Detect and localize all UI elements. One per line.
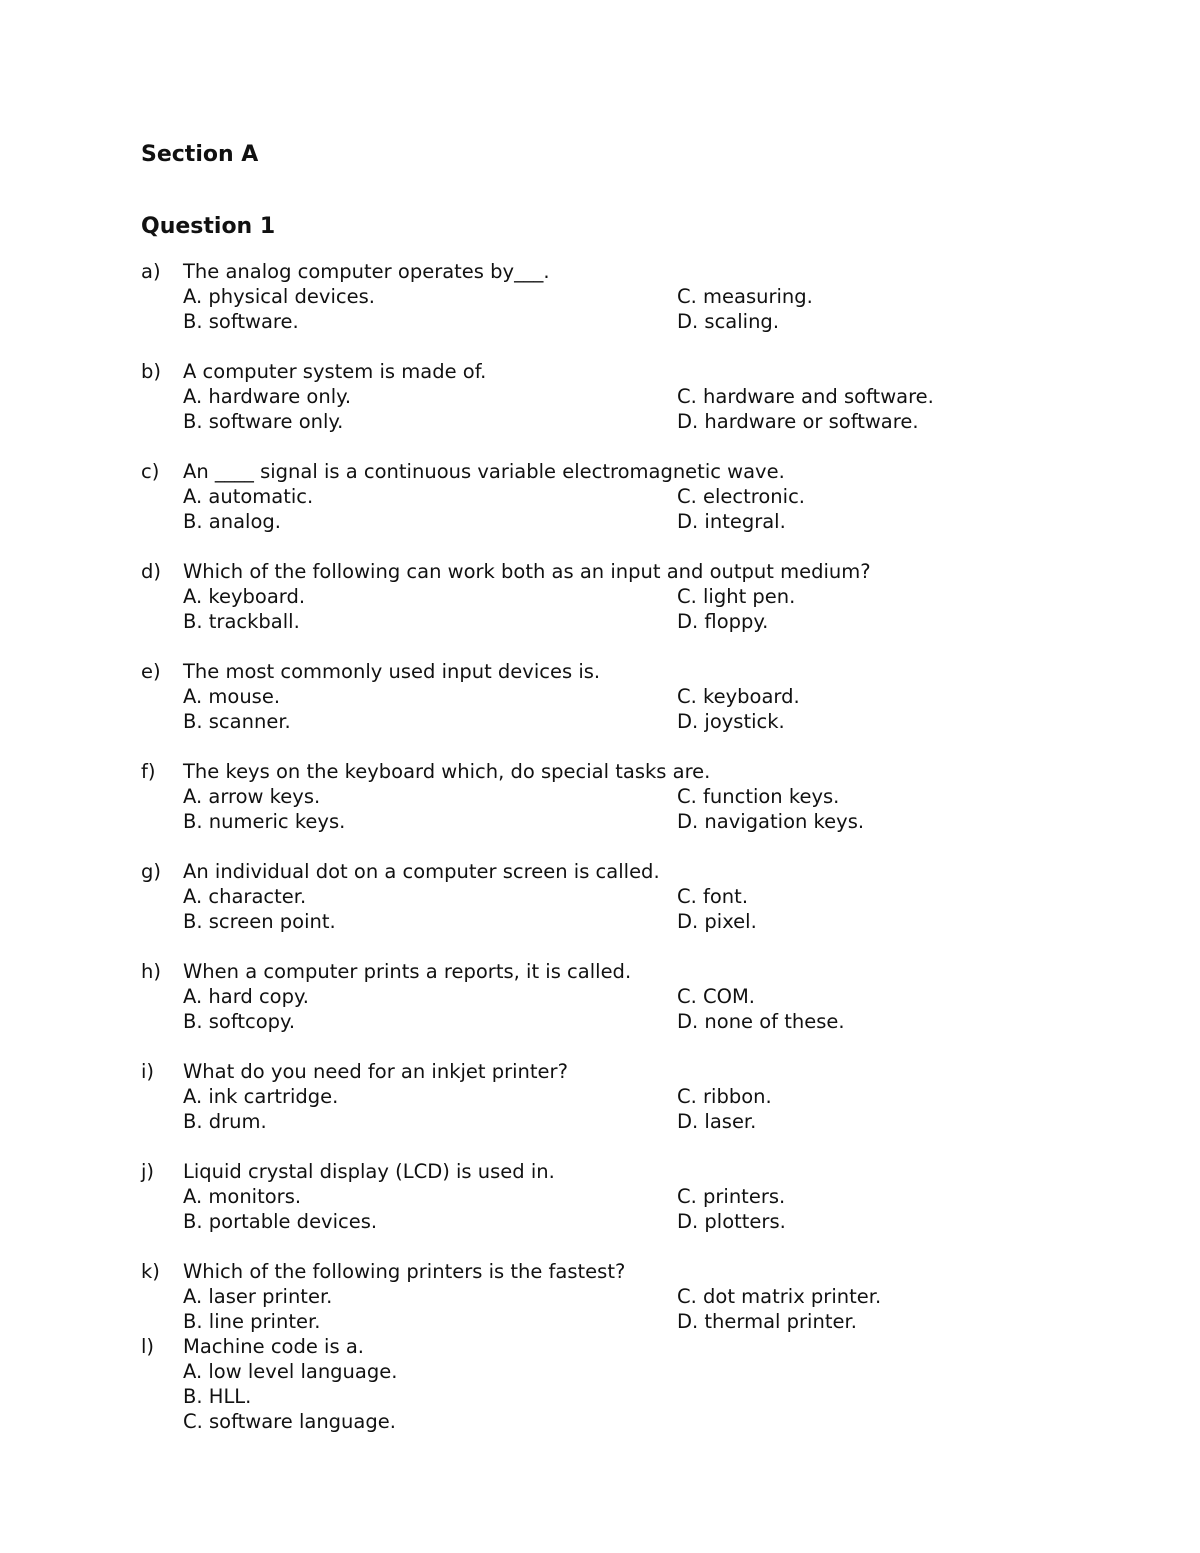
question-item xyxy=(141,759,1041,834)
option-c: C. measuring. xyxy=(677,285,813,308)
section-title: Section A xyxy=(141,142,259,167)
question-letter: k) xyxy=(141,1260,160,1283)
option-c: C. ribbon. xyxy=(677,1085,772,1108)
question-letter: i) xyxy=(141,1060,155,1083)
option-d: D. thermal printer. xyxy=(677,1310,857,1333)
option-d: D. laser. xyxy=(677,1110,757,1133)
document-page xyxy=(141,140,1041,1459)
option-a: A. physical devices. xyxy=(183,285,375,308)
question-stem: Liquid crystal display (LCD) is used in. xyxy=(183,1160,555,1183)
option-a: A. mouse. xyxy=(183,685,281,708)
question-item xyxy=(141,359,1041,434)
question-letter: d) xyxy=(141,560,161,583)
option-b: B. software. xyxy=(183,310,299,333)
question-stem: An individual dot on a computer screen is called. xyxy=(183,860,660,883)
question-letter: a) xyxy=(141,260,161,283)
option-d: D. pixel. xyxy=(677,910,757,933)
option-c: C. software language. xyxy=(183,1410,396,1433)
option-d: D. integral. xyxy=(677,510,786,533)
option-b: B. HLL. xyxy=(183,1385,252,1408)
question-stem: Which of the following printers is the fastest? xyxy=(183,1260,626,1283)
question-item xyxy=(141,959,1041,1034)
option-d: D. plotters. xyxy=(677,1210,786,1233)
option-c: C. COM. xyxy=(677,985,755,1008)
option-b: B. softcopy. xyxy=(183,1010,296,1033)
option-c: C. light pen. xyxy=(677,585,796,608)
option-b: B. trackball. xyxy=(183,610,300,633)
question-letter: l) xyxy=(141,1335,155,1358)
option-c: C. keyboard. xyxy=(677,685,800,708)
question-title: Question 1 xyxy=(141,214,276,239)
option-d: D. joystick. xyxy=(677,710,785,733)
question-stem: What do you need for an inkjet printer? xyxy=(183,1060,568,1083)
option-c: C. function keys. xyxy=(677,785,840,808)
option-a: A. monitors. xyxy=(183,1185,302,1208)
option-b: B. portable devices. xyxy=(183,1210,378,1233)
option-a: A. low level language. xyxy=(183,1360,398,1383)
question-item xyxy=(141,659,1041,734)
option-d: D. navigation keys. xyxy=(677,810,865,833)
question-item xyxy=(141,1259,1041,1334)
question-stem: The analog computer operates by___. xyxy=(183,260,550,283)
option-d: D. floppy. xyxy=(677,610,769,633)
question-letter: j) xyxy=(141,1160,155,1183)
option-d: D. hardware or software. xyxy=(677,410,919,433)
option-b: B. line printer. xyxy=(183,1310,321,1333)
option-b: B. scanner. xyxy=(183,710,291,733)
option-d: D. none of these. xyxy=(677,1010,845,1033)
option-c: C. printers. xyxy=(677,1185,786,1208)
option-d: D. scaling. xyxy=(677,310,780,333)
option-c: C. hardware and software. xyxy=(677,385,934,408)
question-stem: The keys on the keyboard which, do special tasks are. xyxy=(183,760,711,783)
question-stem: Which of the following can work both as an input and output medium? xyxy=(183,560,871,583)
question-item xyxy=(141,1334,1041,1434)
question-letter: b) xyxy=(141,360,161,383)
option-c: C. dot matrix printer. xyxy=(677,1285,882,1308)
option-b: B. software only. xyxy=(183,410,344,433)
question-letter: e) xyxy=(141,660,161,683)
option-a: A. automatic. xyxy=(183,485,314,508)
question-stem: When a computer prints a reports, it is called. xyxy=(183,960,632,983)
option-a: A. arrow keys. xyxy=(183,785,321,808)
option-a: A. ink cartridge. xyxy=(183,1085,339,1108)
question-letter: g) xyxy=(141,860,161,883)
question-stem: Machine code is a. xyxy=(183,1335,364,1358)
question-item xyxy=(141,1059,1041,1134)
option-a: A. laser printer. xyxy=(183,1285,333,1308)
question-letter: f) xyxy=(141,760,156,783)
question-item xyxy=(141,559,1041,634)
option-c: C. electronic. xyxy=(677,485,806,508)
option-a: A. keyboard. xyxy=(183,585,306,608)
question-stem: The most commonly used input devices is. xyxy=(183,660,601,683)
question-list xyxy=(141,259,1041,1434)
question-item xyxy=(141,459,1041,534)
question-letter: c) xyxy=(141,460,160,483)
option-b: B. screen point. xyxy=(183,910,336,933)
option-c: C. font. xyxy=(677,885,749,908)
option-a: A. character. xyxy=(183,885,307,908)
option-b: B. drum. xyxy=(183,1110,267,1133)
question-item xyxy=(141,1159,1041,1234)
option-b: B. numeric keys. xyxy=(183,810,346,833)
option-a: A. hardware only. xyxy=(183,385,352,408)
option-b: B. analog. xyxy=(183,510,281,533)
question-stem: A computer system is made of. xyxy=(183,360,487,383)
question-stem: An ____ signal is a continuous variable electromagnetic wave. xyxy=(183,460,785,483)
question-item xyxy=(141,859,1041,934)
question-item xyxy=(141,259,1041,334)
option-a: A. hard copy. xyxy=(183,985,309,1008)
question-letter: h) xyxy=(141,960,161,983)
